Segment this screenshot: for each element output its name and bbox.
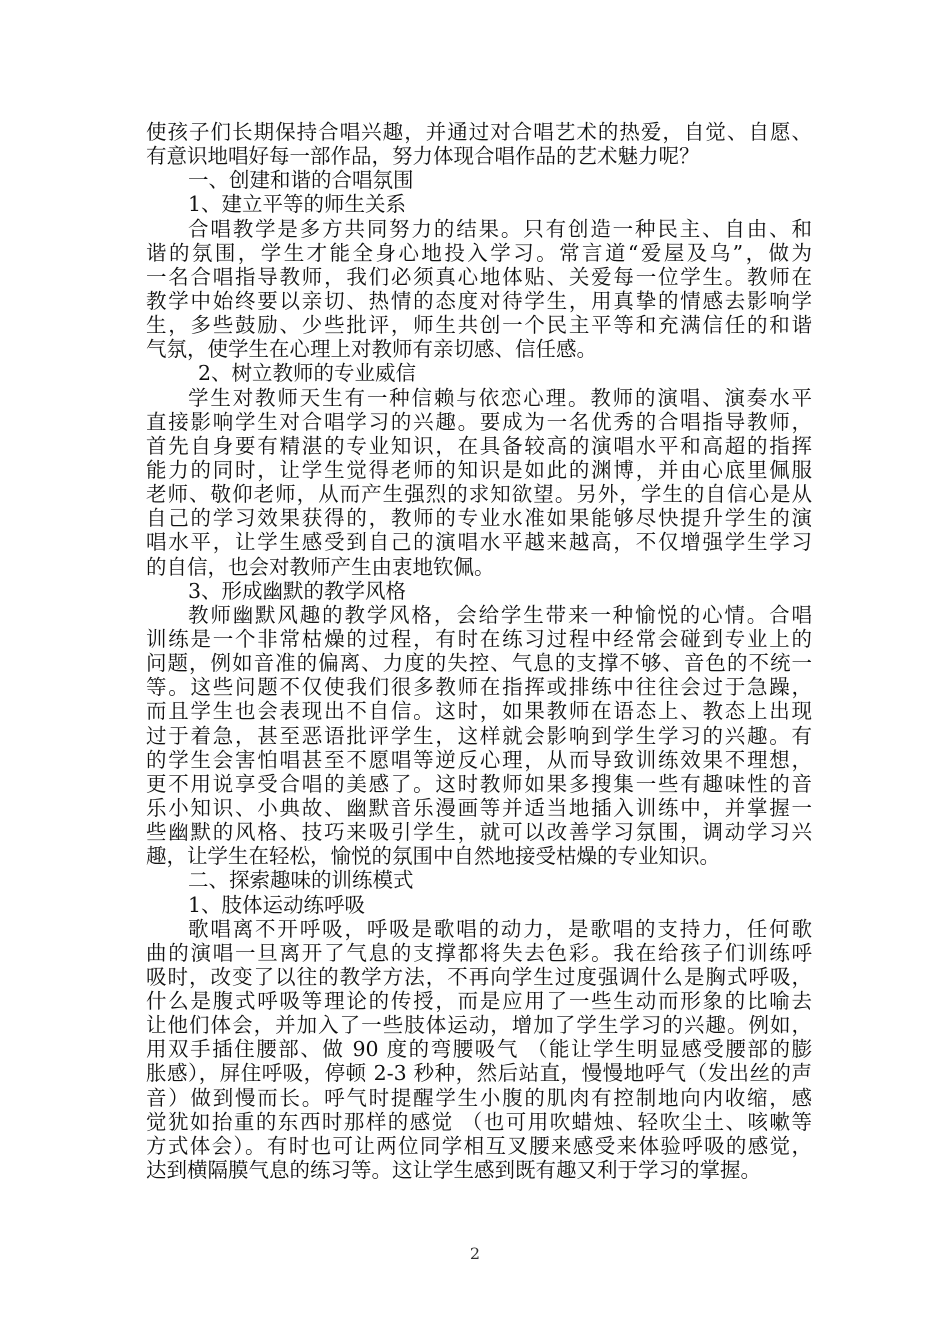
text-line: 合唱教学是多方共同努力的结果。只有创造一种民主、自由、和 <box>188 216 812 241</box>
text-line: 歌唱离不开呼吸，呼吸是歌唱的动力，是歌唱的支持力，任何歌 <box>188 916 812 941</box>
text-line: 曲的演唱一旦离开了气息的支撑都将失去色彩。我在给孩子们训练呼 <box>146 940 812 965</box>
text-line: 乐小知识、小典故、幽默音乐漫画等并适当地插入训练中，并掌握一 <box>146 795 812 820</box>
text-line: 生，多些鼓励、少些批评，师生共创一个民主平等和充满信任的和谐 <box>146 313 812 338</box>
text-line: 老师、敬仰老师，从而产生强烈的求知欲望。另外，学生的自信心是从 <box>146 482 812 507</box>
text-line: 有意识地唱好每一部作品，努力体现合唱作品的艺术魅力呢？ <box>146 144 700 169</box>
text-line: 达到横隔膜气息的练习等。这让学生感到既有趣又利于学习的掌握。 <box>146 1158 761 1183</box>
text-line: 直接影响学生对合唱学习的兴趣。要成为一名优秀的合唱指导教师， <box>146 409 812 434</box>
text-line: 吸时，改变了以往的教学方法，不再向学生过度强调什么是胸式呼吸， <box>146 964 812 989</box>
text-line: 觉犹如抬重的东西时那样的感觉 （也可用吹蜡烛、轻吹尘土、咳嗽等 <box>146 1109 812 1134</box>
text-line: 1、肢体运动练呼吸 <box>188 892 366 917</box>
text-line: 2、树立教师的专业威信 <box>198 361 417 386</box>
text-line: 的学生会害怕唱甚至不愿唱等逆反心理，从而导致训练效果不理想， <box>146 747 812 772</box>
text-line: 使孩子们长期保持合唱兴趣，并通过对合唱艺术的热爱，自觉、自愿、 <box>146 120 812 144</box>
document-body <box>146 120 812 1182</box>
text-line: 气氛，使学生在心理上对教师有亲切感、信任感。 <box>146 337 597 362</box>
text-line: 教师幽默风趣的教学风格，会给学生带来一种愉悦的心情。合唱 <box>188 602 812 627</box>
text-line: 让他们体会，并加入了一些肢体运动，增加了学生学习的兴趣。例如， <box>146 1013 812 1038</box>
text-line: 胀感），屏住呼吸，停顿 2-3 秒种，然后站直，慢慢地呼气（发出丝的声 <box>146 1061 812 1086</box>
text-line: 用双手插住腰部、做 90 度的弯腰吸气 （能让学生明显感受腰部的膨 <box>146 1037 812 1062</box>
text-line: 自己的学习效果获得的，教师的专业水准如果能够尽快提升学生的演 <box>146 506 812 531</box>
text-line: 二、探索趣味的训练模式 <box>188 868 414 893</box>
text-line: 趣，让学生在轻松，愉悦的氛围中自然地接受枯燥的专业知识。 <box>146 844 720 869</box>
text-line: 训练是一个非常枯燥的过程，有时在练习过程中经常会碰到专业上的 <box>146 626 812 651</box>
text-line: 谐的氛围，学生才能全身心地投入学习。常言道“爱屋及乌”，做为 <box>146 240 812 265</box>
text-line: 1、建立平等的师生关系 <box>188 192 407 217</box>
text-line: 什么是腹式呼吸等理论的传授，而是应用了一些生动而形象的比喻去 <box>146 989 812 1014</box>
text-line: 音）做到慢而长。呼气时提醒学生小腹的肌肉有控制地向内收缩，感 <box>146 1085 812 1110</box>
text-line: 一名合唱指导教师，我们必须真心地体贴、关爱每一位学生。教师在 <box>146 264 812 289</box>
text-line: 过于着急，甚至恶语批评学生，这样就会影响到学生学习的兴趣。有 <box>146 723 812 748</box>
text-line: 学生对教师天生有一种信赖与依恋心理。教师的演唱、演奏水平 <box>188 385 812 410</box>
text-line: 能力的同时，让学生觉得老师的知识是如此的渊博，并由心底里佩服 <box>146 457 812 482</box>
text-line: 一、创建和谐的合唱氛围 <box>188 168 414 193</box>
text-line: 唱水平，让学生感受到自己的演唱水平越来越高，不仅增强学生学习 <box>146 530 812 555</box>
text-line: 的自信，也会对教师产生由衷地钦佩。 <box>146 554 495 579</box>
text-line: 教学中始终要以亲切、热情的态度对待学生，用真挚的情感去影响学 <box>146 288 812 313</box>
text-line: 而且学生也会表现出不自信。这时，如果教师在语态上、教态上出现 <box>146 699 812 724</box>
text-line: 首先自身要有精湛的专业知识，在具备较高的演唱水平和高超的指挥 <box>146 433 812 458</box>
text-line: 问题，例如音准的偏离、力度的失控、气息的支撑不够、音色的不统一 <box>146 651 812 676</box>
text-line: 方式体会）。有时也可让两位同学相互叉腰来感受来体验呼吸的感觉， <box>146 1133 812 1158</box>
page-number: 2 <box>469 1244 481 1263</box>
text-line: 更不用说享受合唱的美感了。这时教师如果多搜集一些有趣味性的音 <box>146 771 812 796</box>
text-line: 些幽默的风格、技巧来吸引学生，就可以改善学习氛围，调动学习兴 <box>146 820 812 845</box>
text-line: 3、形成幽默的教学风格 <box>188 578 407 603</box>
text-line: 等。这些问题不仅使我们很多教师在指挥或排练中往往会过于急躁， <box>146 675 812 700</box>
